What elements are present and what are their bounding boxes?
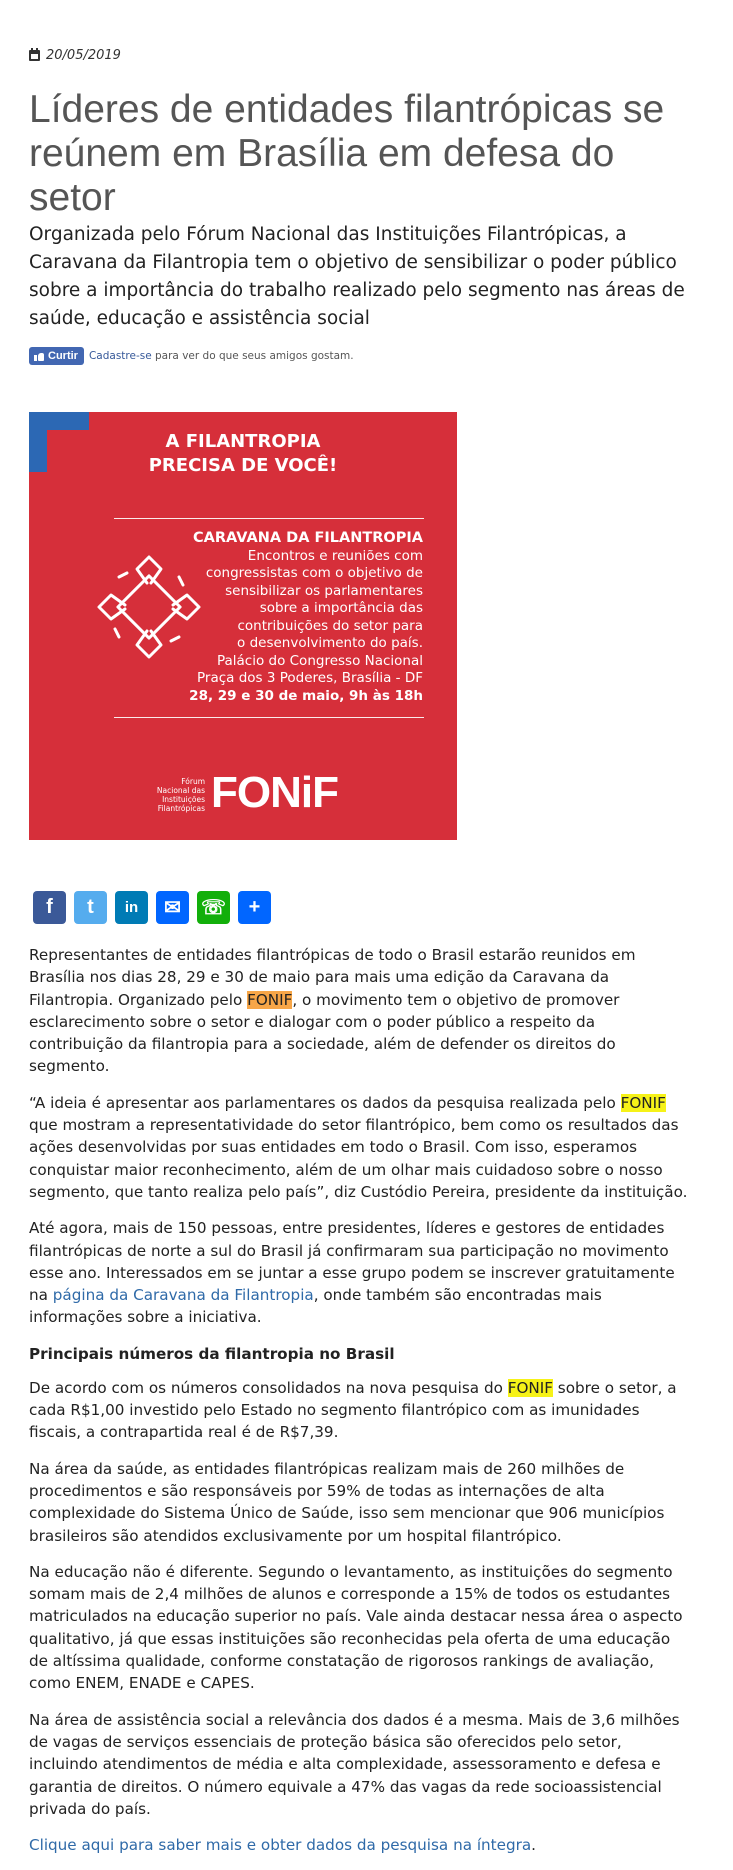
facebook-signup-rest: para ver do que seus amigos gostam.	[151, 350, 354, 362]
p4-text-a: De acordo com os números consolidados na nova pesquisa do	[29, 1378, 508, 1397]
p4-text-b: sobre o setor, a cada R$1,00 investido pelo Estado no segmento filantrópico com as imunidades fiscais, a contrapartida real é de R$7,39.	[29, 1378, 677, 1442]
like-label: Curtir	[48, 350, 78, 362]
poster-line-4: sobre a importância das	[259, 600, 423, 616]
twitter-icon: t	[87, 896, 94, 918]
fonif-highlight: FONIF	[620, 1093, 666, 1112]
poster-headline	[29, 430, 457, 478]
paragraph-1	[29, 944, 689, 1078]
linkedin-share-button[interactable]	[115, 891, 148, 924]
calendar-icon	[29, 50, 40, 61]
poster-headline-1: A FILANTROPIA	[165, 431, 321, 452]
research-link[interactable]: Clique aqui para saber mais e obter dados da pesquisa na íntegra	[29, 1836, 532, 1855]
poster-forum-name	[137, 777, 205, 813]
paragraph-5: Na área da saúde, as entidades filantrópicas realizam mais de 260 milhões de procedimentos e são responsáveis por 59% de todas as internações de alta complexidade do Sistema Único de Saúde, isso sem mencionar que 906 municípios brasileiros são atendidos exclusivamente por um hospital filantrópico.	[29, 1459, 665, 1545]
p8-end: .	[531, 1836, 536, 1855]
facebook-signup-text	[89, 350, 354, 362]
p1-text-a: Representantes de entidades filantrópicas de todo o Brasil estarão reunidos em Brasília nos dias 28, 29 e 30 de maio para mais uma edição da Caravana da Filantropia. Organizado pelo	[29, 946, 636, 1009]
linkedin-icon: in	[124, 899, 139, 916]
email-share-button[interactable]	[156, 891, 189, 924]
forum-line-3: Instituições	[162, 795, 205, 804]
poster-line-3: sensibilizar os parlamentares	[225, 582, 423, 599]
paragraph-4	[29, 1377, 689, 1444]
poster-bottom-rule	[114, 717, 424, 718]
p1-text-b: , o movimento tem o objetivo de promover esclarecimento sobre o setor e dialogar com o poder público a respeito da contribuição da filantropia para a sociedade, além de defender os direitos do segmento.	[29, 990, 620, 1076]
poster-line-9: 28, 29 e 30 de maio, 9h às 18h	[189, 687, 423, 704]
fonif-highlight: FONIF	[247, 990, 293, 1009]
forum-line-1: Fórum	[181, 777, 205, 786]
caravana-page-link[interactable]: página da Caravana da Filantropia	[52, 1286, 314, 1305]
whatsapp-share-button[interactable]	[197, 891, 230, 924]
poster-headline-2: PRECISA DE VOCÊ!	[148, 455, 338, 476]
poster-top-rule	[114, 518, 424, 519]
caravana-poster	[29, 412, 457, 840]
fonif-logo: FONiF	[211, 768, 338, 817]
whatsapp-icon: ☏	[200, 897, 226, 919]
poster-details	[133, 530, 423, 705]
thumbs-up-icon	[34, 351, 44, 361]
forum-line-2: Nacional das	[156, 786, 205, 795]
article-title: Líderes de entidades filantrópicas se reúnem em Brasília em defesa do setor	[29, 88, 665, 219]
share-bar	[33, 891, 271, 924]
poster-line-7: Palácio do Congresso Nacional	[216, 652, 423, 669]
forum-line-4: Filantrópicas	[157, 804, 205, 813]
p3-text-a: Até agora, mais de 150 pessoas, entre presidentes, líderes e gestores de entidades filantrópicas de norte a sul do Brasil já confirmaram sua participação no movimento esse ano. Interessados em se juntar a esse grupo podem se inscrever gratuitamente na	[29, 1219, 675, 1305]
facebook-signup-link[interactable]: Cadastre-se	[88, 350, 152, 362]
email-icon: ✉	[164, 897, 181, 919]
poster-line-8: Praça dos 3 Poderes, Brasília - DF	[197, 670, 423, 686]
article-date	[29, 48, 121, 63]
facebook-like-widget	[29, 347, 354, 365]
poster-line-1: Encontros e reuniões com	[247, 547, 423, 564]
date-text: 20/05/2019	[46, 48, 121, 63]
section-subtitle: Principais números da filantropia no Brasil	[29, 1344, 395, 1363]
facebook-like-button[interactable]	[29, 347, 84, 365]
paragraph-6: Na educação não é diferente. Segundo o levantamento, as instituições do segmento somam mais de 2,4 milhões de alunos e corresponde a 15% de todos os estudantes matriculados na educação superior no país. Vale ainda destacar nessa área o aspecto qualitativo, já que essas instituições são reconhecidas pela oferta de uma educação de altíssima qualidade, conforme constatação de rigorosos rankings de avaliação, como ENEM, ENADE e CAPES.	[29, 1562, 683, 1693]
paragraph-3	[29, 1217, 689, 1328]
paragraph-7: Na área de assistência social a relevância dos dados é a mesma. Mais de 3,6 milhões de vagas de serviços essenciais de proteção básica são oferecidos pelo setor, incluindo atendimentos de média e alta complexidade, assessoramento e defesa e garantia de direitos. O número equivale a 47% das vagas da rede socioassistencial privada do país.	[29, 1710, 680, 1818]
article-body	[29, 944, 689, 1870]
share-icon: +	[248, 896, 261, 918]
paragraph-2	[29, 1092, 689, 1203]
poster-line-2: congressistas com o objetivo de	[205, 565, 423, 581]
poster-line-5: contribuições do setor para	[237, 617, 423, 634]
paragraph-8	[29, 1834, 689, 1856]
p2-text-a: “A ideia é apresentar aos parlamentares os dados da pesquisa realizada pelo	[29, 1093, 621, 1112]
p2-text-b: que mostram a representatividade do setor filantrópico, bem como os resultados das ações desenvolvidas por suas entidades em todo o Brasil. Com isso, esperamos conquistar maior reconhecimento, além de um olhar mais cuidadoso sobre o nosso segmento, que tanto realiza pelo país”, diz Custódio Pereira, presidente da instituição.	[29, 1116, 688, 1201]
article-lead: Organizada pelo Fórum Nacional das Instituições Filantrópicas, a Caravana da Filantropia tem o objetivo de sensibilizar o poder público sobre a importância do trabalho realizado pelo segmento nas áreas de saúde, educação e assistência social	[29, 224, 685, 329]
fonif-highlight: FONIF	[507, 1378, 553, 1397]
facebook-icon: f	[46, 896, 53, 918]
poster-caravana-title: CARAVANA DA FILANTROPIA	[193, 530, 423, 546]
facebook-share-button[interactable]	[33, 891, 66, 924]
poster-line-6: o desenvolvimento do país.	[237, 635, 423, 651]
share-share-button[interactable]	[238, 891, 271, 924]
twitter-share-button[interactable]	[74, 891, 107, 924]
p3-text-b: , onde também são encontradas mais informações sobre a iniciativa.	[29, 1286, 602, 1327]
